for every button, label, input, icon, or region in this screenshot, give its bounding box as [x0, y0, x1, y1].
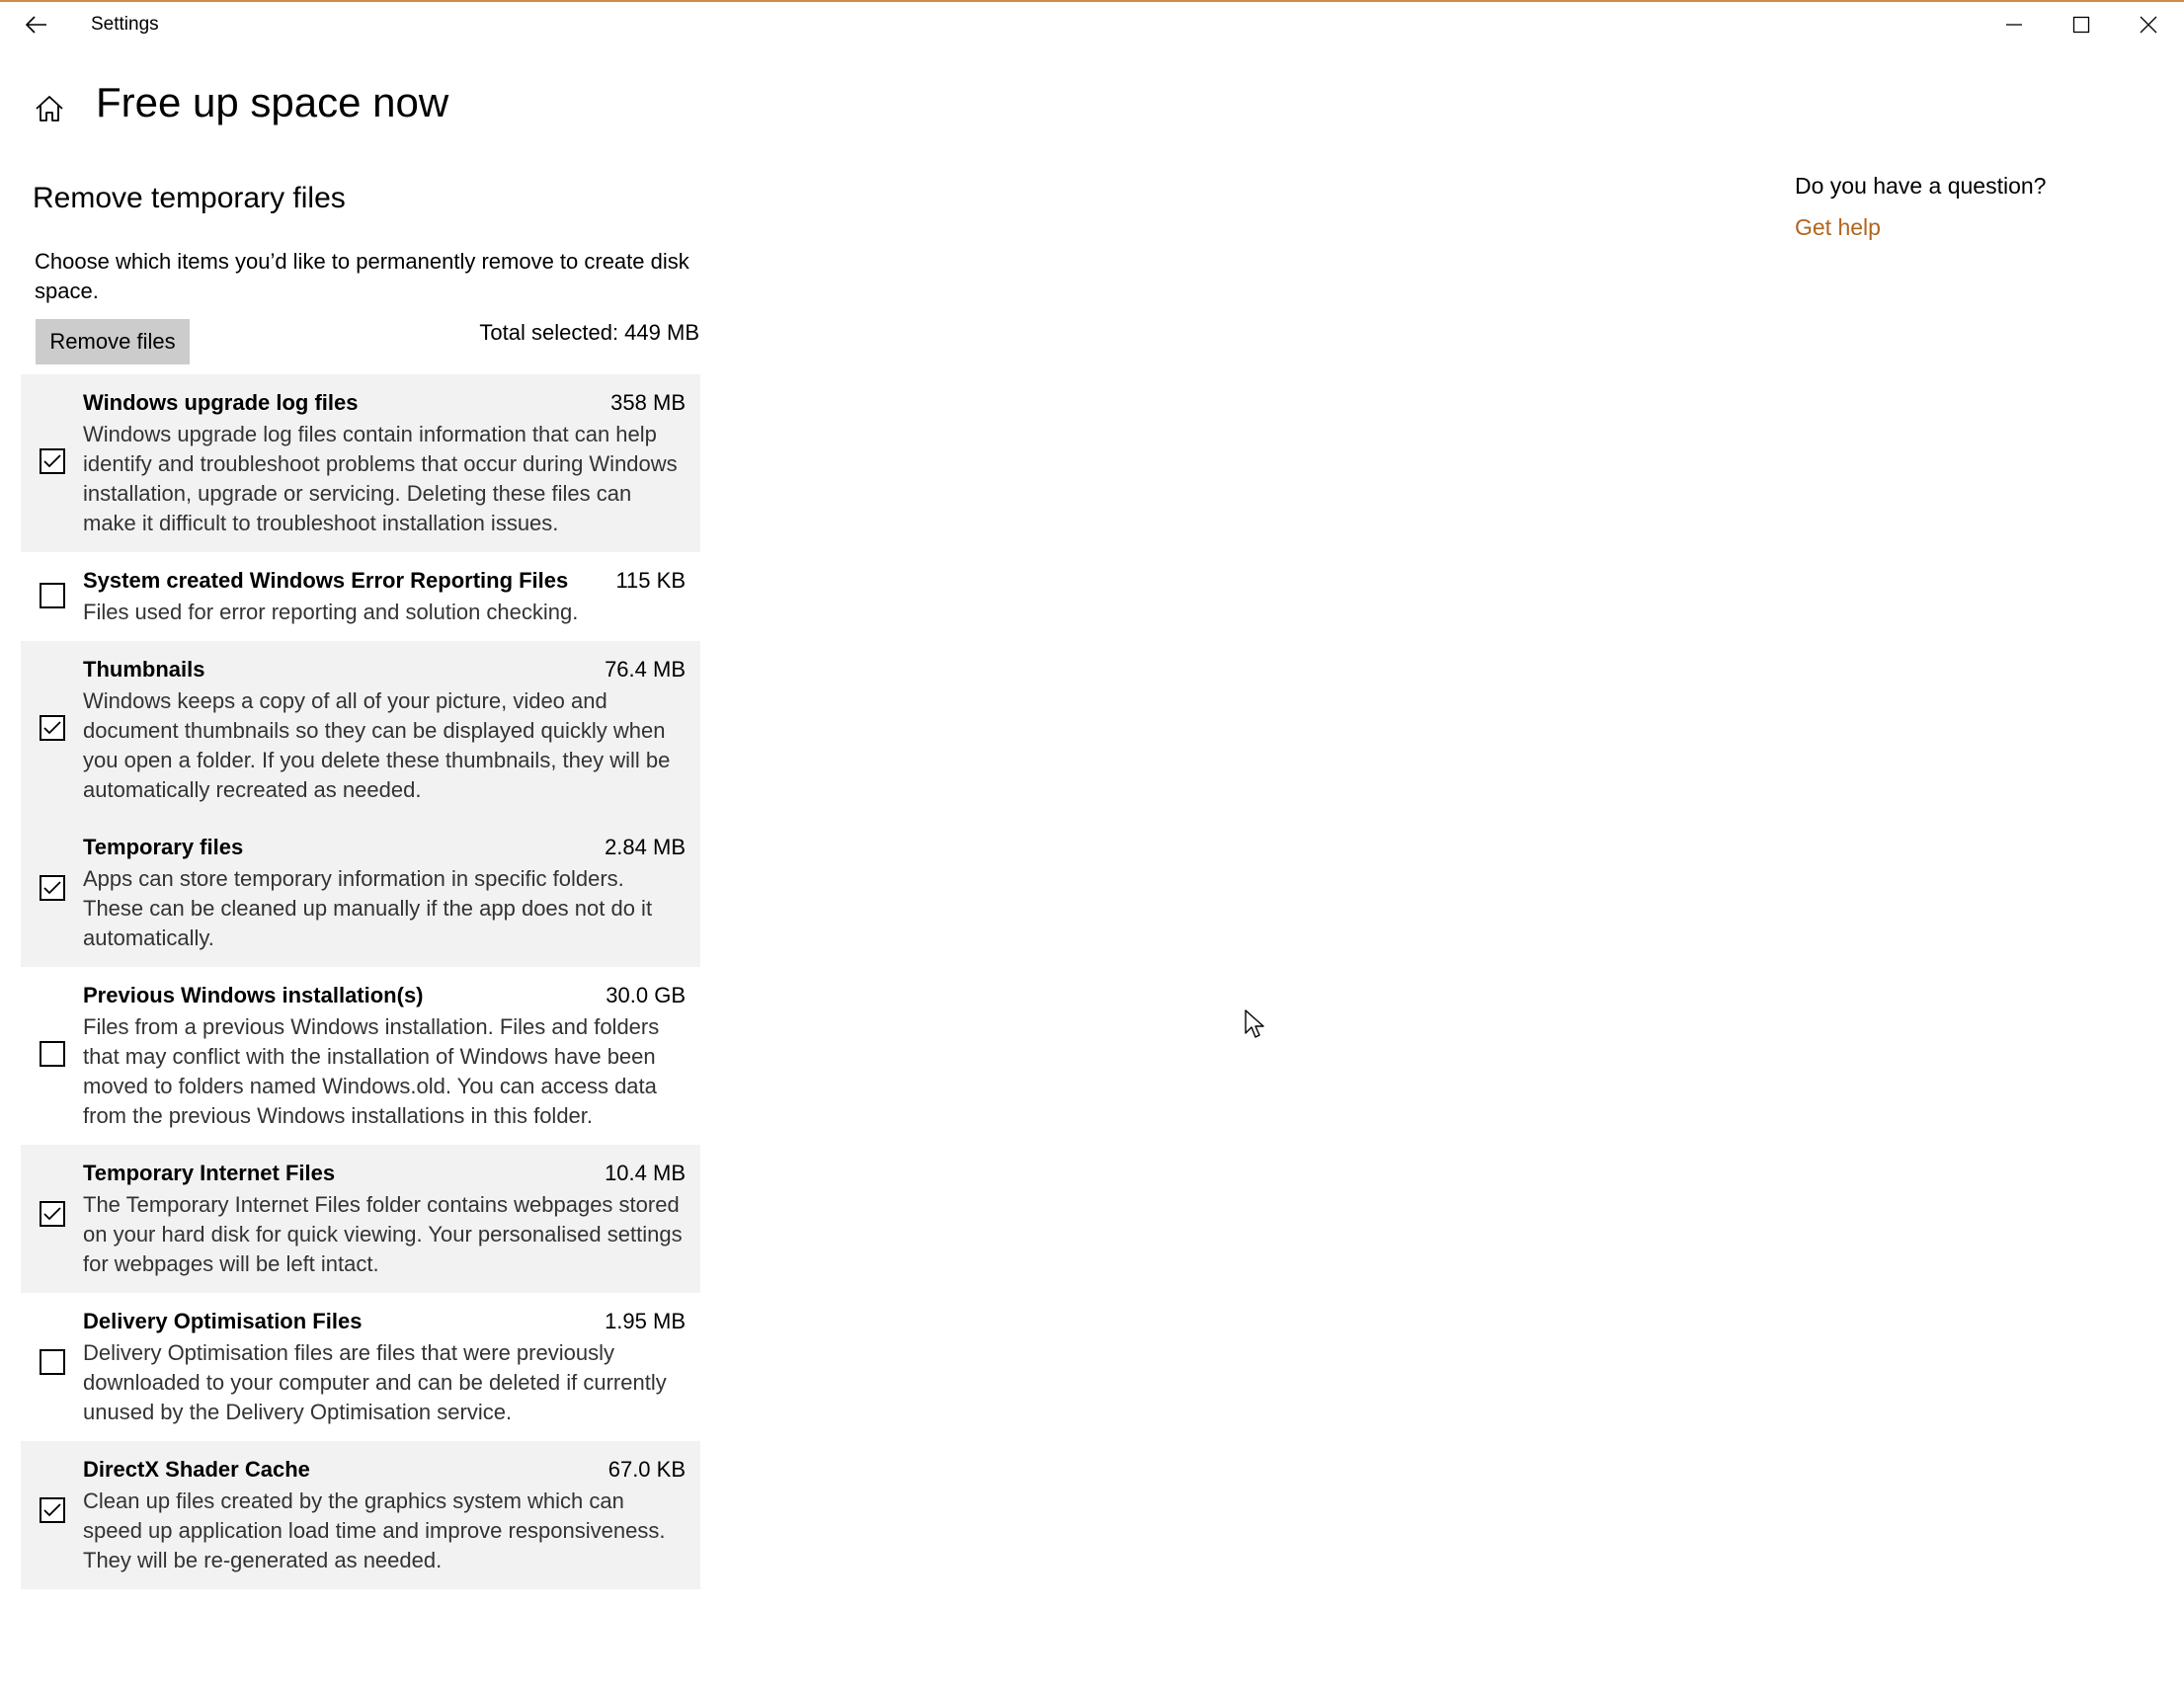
file-item-size: 76.4 MB: [605, 657, 686, 682]
minimize-icon: [2005, 16, 2023, 34]
close-button[interactable]: [2115, 2, 2182, 47]
get-help-link[interactable]: Get help: [1795, 214, 1881, 240]
help-question: Do you have a question?: [1795, 173, 2047, 199]
home-button[interactable]: [30, 89, 69, 128]
file-item-previous-windows-installations: [21, 967, 700, 1145]
checkbox-previous-windows-installations[interactable]: [40, 1041, 65, 1067]
remove-files-button[interactable]: Remove files: [36, 319, 190, 364]
file-item-name: Delivery Optimisation Files: [83, 1309, 363, 1333]
maximize-icon: [2072, 16, 2090, 34]
file-item-description: Windows keeps a copy of all of your picture, video and document thumbnails so they can be displayed quickly when you open a folder. If you delete these thumbnails, they will be automatically recreated as needed.: [83, 688, 671, 802]
back-arrow-icon: [26, 16, 47, 34]
home-icon: [35, 95, 64, 122]
mouse-pointer-icon: [1245, 1009, 1264, 1039]
file-item-name: Windows upgrade log files: [83, 390, 359, 415]
file-item-size: 2.84 MB: [605, 835, 686, 859]
file-item-temporary-internet-files: [21, 1145, 700, 1293]
file-item-error-reporting-files: [21, 552, 700, 641]
total-selected: Total selected: 449 MB: [479, 320, 699, 345]
checkbox-temporary-files[interactable]: [40, 875, 65, 901]
file-item-description: The Temporary Internet Files folder contains webpages stored on your hard disk for quick viewing. Your personalised settings for webpages will be left intact.: [83, 1192, 683, 1276]
checkmark-icon: [42, 1502, 62, 1518]
file-item-name: System created Windows Error Reporting Files: [83, 568, 569, 593]
file-item-name: DirectX Shader Cache: [83, 1457, 310, 1482]
file-item-directx-shader-cache: [21, 1441, 700, 1589]
file-item-name: Previous Windows installation(s): [83, 983, 424, 1007]
checkmark-icon: [42, 1206, 62, 1222]
file-item-name: Temporary Internet Files: [83, 1161, 336, 1185]
checkbox-delivery-optimisation-files[interactable]: [40, 1349, 65, 1375]
file-item-name: Thumbnails: [83, 657, 205, 682]
file-item-windows-upgrade-log-files: [21, 374, 700, 552]
file-item-description: Apps can store temporary information in specific folders. These can be cleaned up manually if the app does not do it automatically.: [83, 866, 653, 950]
checkbox-windows-upgrade-log-files[interactable]: [40, 448, 65, 474]
title-bar: [0, 2, 2184, 47]
checkbox-directx-shader-cache[interactable]: [40, 1497, 65, 1523]
close-icon: [2140, 16, 2157, 34]
section-title: Remove temporary files: [33, 182, 346, 214]
file-item-description: Windows upgrade log files contain information that can help identify and troubleshoot problems that occur during Windows installation, upgrade or servicing. Deleting these files can make it difficult to troubleshoot installation issues.: [83, 422, 678, 535]
file-item-delivery-optimisation-files: [21, 1293, 700, 1441]
file-item-description: Files from a previous Windows installation. Files and folders that may conflict with the installation of Windows have been moved to folders named Windows.old. You can access data from the previous Windows installations in this folder.: [83, 1014, 660, 1128]
file-item-name: Temporary files: [83, 835, 244, 859]
file-item-size: 1.95 MB: [605, 1309, 686, 1333]
checkmark-icon: [42, 720, 62, 736]
checkbox-temporary-internet-files[interactable]: [40, 1201, 65, 1227]
checkbox-error-reporting-files[interactable]: [40, 583, 65, 608]
file-item-size: 115 KB: [615, 568, 686, 593]
page-title: Free up space now: [96, 79, 449, 125]
file-item-size: 67.0 KB: [607, 1457, 686, 1482]
file-item-thumbnails: [21, 641, 700, 819]
file-item-description: Delivery Optimisation files are files that were previously downloaded to your computer and can be deleted if currently unused by the Delivery Optimisation service.: [83, 1340, 667, 1424]
checkbox-thumbnails[interactable]: [40, 715, 65, 741]
minimize-button[interactable]: [1981, 2, 2048, 47]
intro-text: Choose which items you’d like to permanently remove to create disk space.: [35, 249, 689, 303]
file-item-description: Clean up files created by the graphics system which can speed up application load time and improve responsiveness. They will be re-generated as needed.: [83, 1488, 666, 1572]
file-item-size: 358 MB: [610, 390, 686, 415]
maximize-button[interactable]: [2048, 2, 2115, 47]
file-item-size: 10.4 MB: [605, 1161, 686, 1185]
file-item-temporary-files: [21, 819, 700, 967]
file-item-description: Files used for error reporting and solution checking.: [83, 600, 579, 624]
temporary-files-list: [21, 374, 700, 1589]
app-title: Settings: [91, 14, 159, 35]
back-button[interactable]: [14, 2, 59, 47]
file-item-size: 30.0 GB: [606, 983, 686, 1007]
checkmark-icon: [42, 453, 62, 469]
checkmark-icon: [42, 880, 62, 896]
